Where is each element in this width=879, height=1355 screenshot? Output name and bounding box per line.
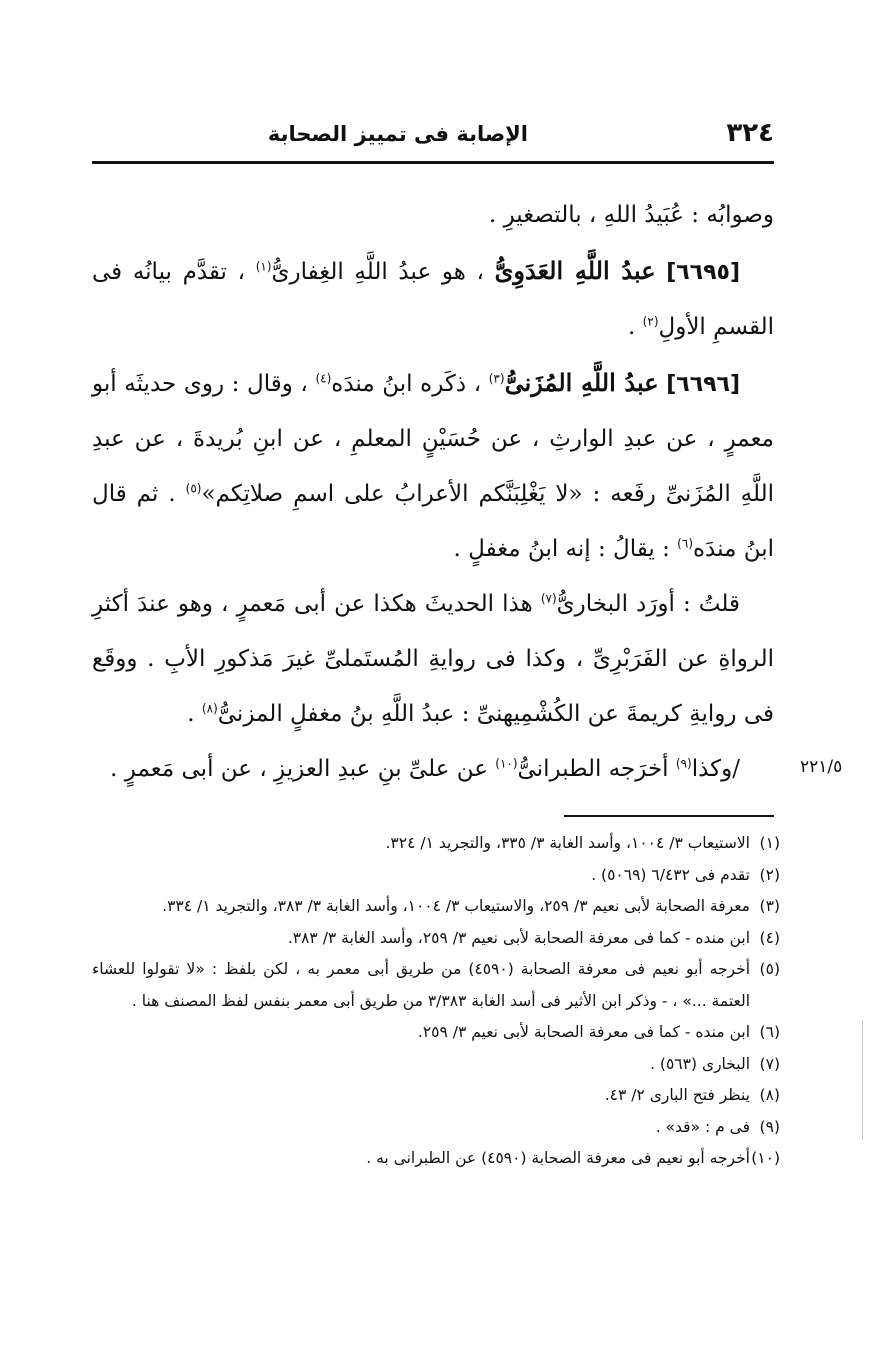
footnote-ref: (٩) (675, 756, 692, 771)
entry-6695 (92, 243, 774, 355)
footnotes (92, 828, 780, 1175)
footnote-3 (92, 891, 780, 923)
footnote-number: (٧) (759, 1054, 780, 1073)
entry-6696 (92, 355, 774, 577)
footnote-ref: (٨) (201, 701, 218, 716)
entry-text: : يقالُ : إنه ابنُ مغفلٍ . (453, 536, 670, 562)
footnote-number: (١) (759, 834, 780, 852)
paragraph-commentary (92, 577, 774, 742)
running-title: الإصابة فى تمييز الصحابة (267, 122, 528, 146)
entry-text: ، هو عبدُ اللَّهِ الغِفارىُّ (271, 259, 484, 285)
entry-name: عبدُ اللَّهِ المُزَنىُّ (504, 368, 659, 397)
correction-text: وصوابُه : عُبَيدُ اللهِ ، بالتصغيرِ . (488, 202, 774, 228)
footnote-ref: (٦) (677, 536, 693, 551)
footnote-text: ابن منده - كما فى معرفة الصحابة لأبى نعيم ٣/ ٢٥٩، وأسد الغابة ٣/ ٣٨٣. (287, 928, 750, 947)
footnote-ref: (٥) (185, 481, 202, 496)
footnote-ref: (١٠) (495, 756, 518, 771)
main-text (92, 188, 774, 797)
footnote-number: (٢) (759, 865, 780, 884)
page-header (92, 118, 774, 160)
footnote-text: ينظر فتح البارى ٢/ ٤٣. (604, 1086, 750, 1104)
footnote-text: البخارى (٥٦٣) . (650, 1054, 750, 1073)
footnote-text: أخرجه أبو نعيم فى معرفة الصحابة (٤٥٩٠) عن الطبرانى به . (366, 1149, 750, 1167)
entry-text: ، ذكَره ابنُ مندَه (331, 371, 482, 397)
footnote-4 (92, 923, 780, 955)
final-text: أخرَجه الطبرانىُّ (517, 756, 669, 782)
entry-text: . ثم قال ابنُ مندَه (92, 481, 774, 562)
commentary-text: قلتُ : أورَد البخارىُّ (556, 591, 740, 617)
footnote-text: ابن منده - كما فى معرفة الصحابة لأبى نعيم ٣/ ٢٥٩. (417, 1023, 750, 1041)
footnote-ref: (١) (255, 259, 272, 274)
footnote-ref: (٢) (642, 314, 659, 329)
margin-volume-reference: ٢٢١/٥ (800, 757, 843, 777)
final-text: عن علىِّ بنِ عبدِ العزيزِ ، عن أبى مَعمرٍ . (110, 756, 488, 782)
footnote-6 (92, 1017, 780, 1049)
footnote-text: أخرجه أبو نعيم فى معرفة الصحابة (٤٥٩٠) من طريق أبى معمر به ، لكن بلفظ : «لا تقولوا للعشاء العتمة ...» ، - وذكر ابن الأثير فى أسد الغابة ٣/٣٨٣ من طريق أبى معمر بنفس لفظ المصنف هنا . (92, 960, 750, 1010)
footnote-number: (١٠) (751, 1149, 780, 1167)
footnote-text: تقدم فى ٦/٤٣٢ (٥٠٦٩) . (591, 865, 750, 884)
footnote-2 (92, 860, 780, 892)
page-edge-mark (862, 1020, 867, 1140)
commentary-text: هذا الحديثَ هكذا عن أبى مَعمرٍ ، وهو عندَ أكثرِ الرواةِ عن الفَرَبْرِىِّ ، وكذا فى روايةِ المُستَملىِّ غيرَ مَذكورِ الأبِ . ووقَع فى روايةِ كريمةَ عن الكُشْمِيهنىِّ : عبدُ اللَّهِ بنُ مغفلٍ المزنىُّ (92, 591, 774, 727)
footnote-ref: (٤) (315, 371, 332, 386)
footnote-8 (92, 1080, 780, 1112)
entry-name: عبدُ اللَّهِ العَدَوِىُّ (494, 256, 656, 285)
footnote-text: الاستيعاب ٣/ ١٠٠٤، وأسد الغابة ٣/ ٣٣٥، والتجريد ١/ ٣٢٤. (385, 834, 750, 852)
entry-text: ، تقدَّم بيانُه فى القسمِ الأولِ (92, 259, 774, 340)
page-number: ٣٢٤ (726, 118, 774, 148)
commentary-text: . (187, 701, 195, 727)
footnote-1 (92, 828, 780, 860)
footnote-10 (92, 1143, 780, 1175)
entry-number: [٦٦٩٦] (666, 372, 741, 397)
header-rule (92, 161, 774, 164)
footnote-ref: (٧) (540, 591, 557, 606)
footnote-number: (٨) (759, 1086, 780, 1104)
entry-text: . (628, 314, 636, 340)
entry-text: ، وقال : روى حديثَه أبو معمرٍ ، عن عبدِ الوارثِ ، عن حُسَيْنٍ المعلمِ ، عن ابنِ بُريدةَ ، عن عبدِ اللَّهِ المُزَنىِّ رفَعه : «لا يَغْلِبَنَّكم الأعرابُ على اسمِ صلاتِكم» (92, 371, 775, 507)
footnote-rule (564, 815, 774, 817)
footnote-text: معرفة الصحابة لأبى نعيم ٣/ ٢٥٩، والاستيعاب ٣/ ١٠٠٤، وأسد الغابة ٣/ ٣٨٣، والتجريد ١/ ٣٣٤. (162, 897, 750, 915)
footnote-number: (٩) (759, 1117, 780, 1136)
footnote-ref: (٣) (488, 371, 505, 386)
footnote-number: (٤) (759, 928, 780, 947)
footnote-7 (92, 1049, 780, 1081)
paragraph-correction (92, 188, 774, 243)
footnote-text: فى م : «قد» . (655, 1117, 750, 1136)
footnote-5 (92, 954, 780, 1017)
final-text: /وكذا (691, 756, 740, 782)
footnote-9 (92, 1112, 780, 1144)
paragraph-final (92, 742, 774, 797)
footnote-number: (٦) (759, 1023, 780, 1041)
entry-number: [٦٦٩٥] (666, 260, 741, 285)
footnote-number: (٥) (759, 960, 780, 978)
footnote-number: (٣) (759, 897, 780, 915)
